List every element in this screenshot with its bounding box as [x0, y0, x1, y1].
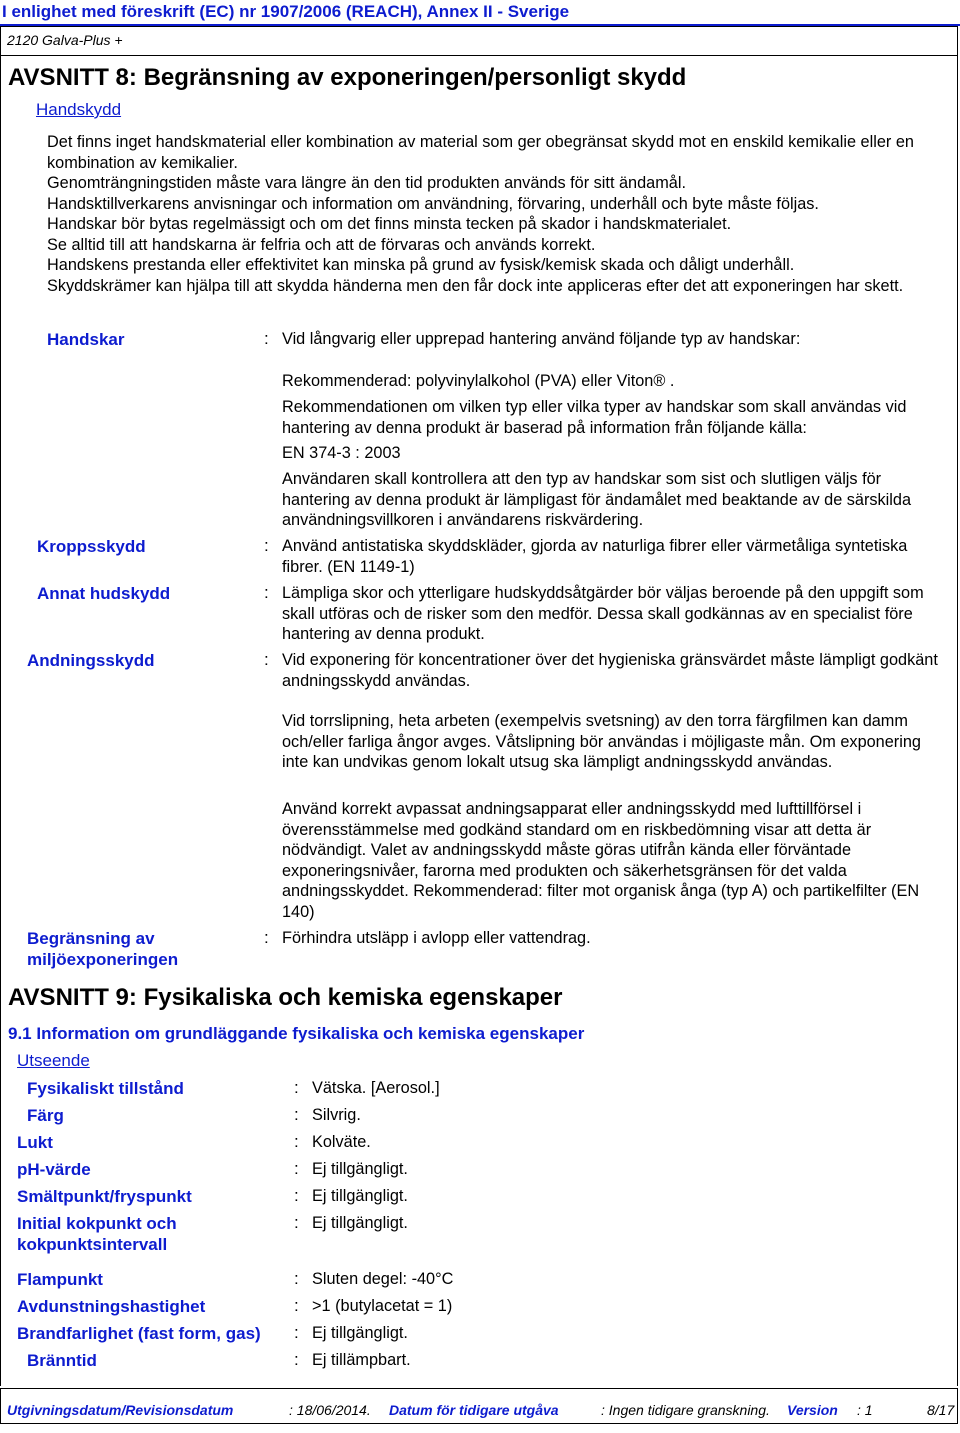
property-label: Avdunstningshastighet	[17, 1297, 206, 1316]
handskydd-intro	[47, 132, 952, 296]
andningsskydd-label: Andningsskydd	[27, 651, 155, 670]
property-value: Vätska. [Aerosol.]	[312, 1079, 440, 1097]
colon: :	[264, 536, 269, 555]
intro-paragraph: Se alltid till att handskarna är felfria och att de förvaras och används korrekt.	[47, 235, 596, 254]
property-label: pH-värde	[17, 1160, 91, 1179]
revision-date-value: : 18/06/2014.	[289, 1402, 371, 1418]
intro-paragraph: Handsktillverkarens anvisningar och information om användning, förvaring, underhåll och byte måste följas.	[47, 194, 819, 213]
regulation-title: I enlighet med föreskrift (EC) nr 1907/2006 (REACH), Annex II - Sverige	[2, 2, 570, 21]
colon: :	[294, 1159, 299, 1178]
property-value: Ej tillämpbart.	[312, 1351, 411, 1369]
colon: :	[294, 1186, 299, 1205]
intro-paragraph: Skyddskrämer kan hjälpa till att skydda händerna men den får dock inte appliceras efter det att exponeringen har skett.	[47, 276, 904, 295]
property-value: Ej tillgängligt.	[312, 1160, 408, 1178]
andningsskydd-text3: Använd korrekt avpassat andningsapparat eller andningsskydd med lufttillförsel i överensstämmelse med godkänd standard om en riskbedömning visar att detta är nödvändigt. Valet av andningsskydd måste göras utifrån kända eller förväntade exponeringsnivåer, farorna med produkten och säkerhetsgränsen för det valda andningsskyddet. Rekommenderad: filter mot organisk ånga (typ A) och partikelfilter (EN 140)	[282, 800, 920, 921]
property-value: Sluten degel: -40°C	[312, 1270, 454, 1288]
intro-paragraph: Handskens prestanda eller effektivitet kan minska på grund av fysisk/kemisk skada och dåligt underhåll.	[47, 256, 795, 274]
colon: :	[264, 583, 269, 602]
handskar-line2: Rekommenderad: polyvinylalkohol (PVA) eller Viton® .	[282, 372, 675, 390]
colon: :	[294, 1350, 299, 1369]
property-label: Brandfarlighet (fast form, gas)	[17, 1324, 261, 1343]
utseende-heading: Utseende	[17, 1051, 90, 1070]
handskar-label: Handskar	[47, 330, 125, 349]
previous-date-value: : Ingen tidigare granskning.	[601, 1402, 770, 1418]
kroppsskydd-label: Kroppsskydd	[37, 537, 146, 556]
handskar-line1: Vid långvarig eller upprepad hantering använd följande typ av handskar:	[282, 330, 801, 348]
previous-date-label: Datum för tidigare utgåva	[389, 1402, 559, 1418]
version-label: Version	[787, 1402, 838, 1418]
section9-subheading: 9.1 Information om grundläggande fysikaliska och kemiska egenskaper	[8, 1024, 585, 1043]
colon: :	[294, 1132, 299, 1151]
kroppsskydd-text: Använd antistatiska skyddskläder, gjorda av naturliga fibrer eller värmetåliga syntetiska fibrer. (EN 1149-1)	[282, 537, 908, 576]
document-header	[0, 0, 960, 26]
colon: :	[294, 1105, 299, 1124]
property-label: Initial kokpunkt och kokpunktsintervall	[17, 1214, 177, 1254]
revision-date-label: Utgivningsdatum/Revisionsdatum	[7, 1402, 234, 1418]
colon: :	[264, 329, 269, 348]
colon: :	[264, 928, 269, 947]
property-label: Flampunkt	[17, 1270, 103, 1289]
version-value: : 1	[857, 1402, 873, 1418]
intro-paragraph: Handskar bör bytas regelmässigt och om det finns minsta tecken på skador i handskmaterialet.	[47, 215, 732, 233]
annat-hudskydd-text: Lämpliga skor och ytterligare hudskyddsåtgärder bör väljas beroende på den uppgift som skall utföras och de risker som den medför. Dessa skall godkännas av en specialist före hantering av denna produkt.	[282, 584, 924, 643]
product-name: 2120 Galva-Plus +	[7, 32, 123, 48]
handskar-line3: Rekommendationen om vilken typ eller vilka typer av handskar som skall användas vid hantering av denna produkt är baserad på information från följande källa:	[282, 398, 907, 437]
intro-paragraph: Genomträngningstiden måste vara längre än den tid produkten används för sitt ändamål.	[47, 174, 686, 192]
andningsskydd-text2: Vid torrslipning, heta arbeten (exempelvis svetsning) av den torra färgfilmen kan damm och/eller farliga ångor avges. Våtslipning bör användas i möjligaste mån. Om exponering inte kan undvikas genom lokalt utsug ska lämpligt andningsskydd användas.	[282, 712, 921, 771]
property-value: Ej tillgängligt.	[312, 1324, 408, 1342]
colon: :	[294, 1296, 299, 1315]
handskar-line5: Användaren skall kontrollera att den typ av handskar som sist och slutligen väljs för hantering av denna produkt är lämpligast för ändamålet med beaktande av de särskilda användningsvillkoren i användarens riskvärdering.	[282, 470, 912, 529]
page-number: 8/17	[927, 1402, 955, 1418]
property-value: Ej tillgängligt.	[312, 1187, 408, 1205]
colon: :	[264, 650, 269, 669]
miljoexponering-label: Begränsning av miljöexponeringen	[27, 929, 179, 969]
section9-title: AVSNITT 9: Fysikaliska och kemiska egenskaper	[8, 984, 563, 1011]
andningsskydd-text1: Vid exponering för koncentrationer över det hygieniska gränsvärdet måste lämpligt godkänt andningsskydd användas.	[282, 651, 938, 690]
property-label: Färg	[27, 1106, 64, 1125]
colon: :	[294, 1078, 299, 1097]
property-value: Ej tillgängligt.	[312, 1214, 408, 1232]
section8-title: AVSNITT 8: Begränsning av exponeringen/personligt skydd	[8, 64, 687, 91]
handskydd-heading: Handskydd	[36, 100, 122, 119]
intro-paragraph: Det finns inget handskmaterial eller kombination av material som ger obegränsat skydd mot en enskild kemikalie eller en kombination av kemikalier.	[47, 133, 914, 172]
property-label: Lukt	[17, 1133, 53, 1152]
annat-hudskydd-label: Annat hudskydd	[37, 584, 171, 603]
property-value: Silvrig.	[312, 1106, 361, 1124]
colon: :	[294, 1269, 299, 1288]
handskar-standard: EN 374-3 : 2003	[282, 444, 401, 462]
property-value: >1 (butylacetat = 1)	[312, 1297, 453, 1315]
property-label: Bränntid	[27, 1351, 97, 1370]
property-value: Kolväte.	[312, 1133, 371, 1151]
colon: :	[294, 1323, 299, 1342]
property-label: Fysikaliskt tillstånd	[27, 1079, 184, 1098]
miljoexponering-text: Förhindra utsläpp i avlopp eller vattendrag.	[282, 929, 591, 947]
product-box	[0, 26, 958, 56]
footer	[0, 1388, 958, 1424]
property-label: Smältpunkt/fryspunkt	[17, 1187, 192, 1206]
colon: :	[294, 1213, 299, 1232]
